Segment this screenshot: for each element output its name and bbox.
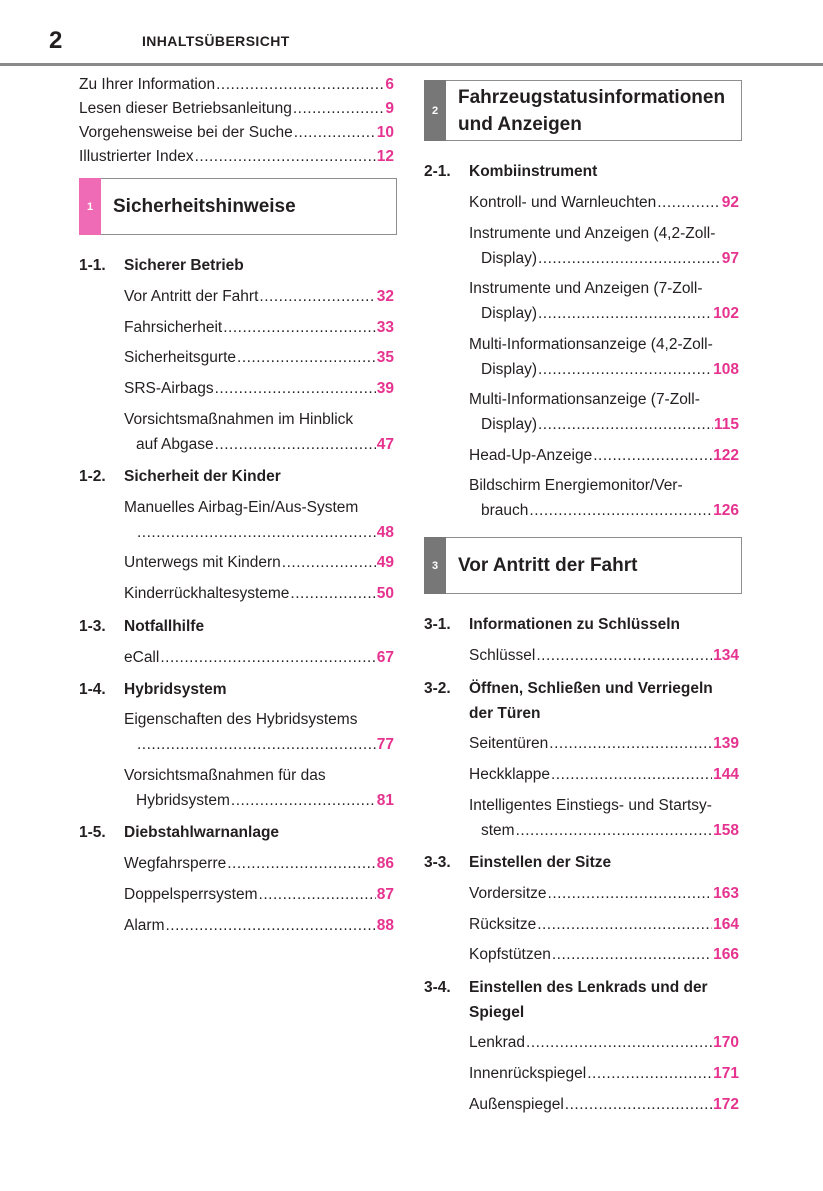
section-number: 1-1. (79, 257, 106, 274)
chapter-number-tab: 1 (79, 178, 101, 235)
toc-entry[interactable]: Kopfstützen ..... 166 (469, 945, 739, 965)
page-ref: 33 (376, 319, 394, 336)
page-ref: 126 (713, 502, 739, 519)
page-ref: 86 (376, 855, 394, 872)
section-title: Einstellen der Sitze (469, 854, 612, 871)
page-ref: 35 (376, 349, 394, 366)
page-ref: 170 (713, 1034, 739, 1051)
page-ref: 81 (376, 792, 394, 809)
toc-entry[interactable] (136, 735, 394, 755)
section-title: Sicherer Betrieb (124, 257, 244, 274)
toc-entry-line1[interactable]: Vorsichtsmaßnahmen im Hinblick (124, 411, 354, 428)
toc-entry-line1[interactable]: Manuelles Airbag-Ein/Aus-System (124, 499, 359, 516)
chapter-title-line1: Fahrzeugstatusinformationen (458, 87, 726, 108)
section-number: 3-4. (424, 979, 451, 996)
chapter-title: Sicherheitshinweise (113, 196, 296, 217)
section-number: 1-2. (79, 468, 106, 485)
section-title: Notfallhilfe (124, 618, 205, 635)
page-ref: 88 (376, 917, 394, 934)
page-ref: 171 (713, 1065, 739, 1082)
toc-entry[interactable]: Illustrierter Index ..... 12 (79, 147, 394, 167)
toc-entry[interactable]: Schlüssel ..... 134 (469, 646, 739, 666)
page-ref: 49 (376, 554, 394, 571)
page-ref: 6 (385, 76, 394, 93)
page-ref: 122 (713, 447, 739, 464)
page-ref: 164 (713, 916, 739, 933)
header-rule (0, 63, 823, 66)
toc-entry-line1[interactable]: Multi-Informationsanzeige (7-Zoll- (469, 391, 700, 408)
chapter-1-header (79, 178, 397, 235)
section-title: Öffnen, Schließen und Verriegeln (469, 680, 713, 697)
page-ref: 87 (376, 886, 394, 903)
toc-entry[interactable]: Vor Antritt der Fahrt ..... 32 (124, 287, 394, 307)
toc-entry[interactable]: Sicherheitsgurte ..... 35 (124, 348, 394, 368)
section-title: Kombiinstrument (469, 163, 598, 180)
section-title: Einstellen des Lenkrads und der (469, 979, 708, 996)
section-number: 3-3. (424, 854, 451, 871)
header-title: INHALTSÜBERSICHT (142, 33, 290, 49)
section-title-line2: der Türen (469, 705, 541, 722)
toc-entry[interactable]: Lenkrad ..... 170 (469, 1033, 739, 1053)
toc-entry[interactable]: Innenrückspiegel ..... 171 (469, 1064, 739, 1084)
section-number: 3-1. (424, 616, 451, 633)
toc-entry[interactable]: stem ..... 158 (481, 821, 739, 841)
page-ref: 172 (713, 1096, 739, 1113)
section-title: Informationen zu Schlüsseln (469, 616, 680, 633)
page-ref: 163 (713, 885, 739, 902)
section-number: 1-4. (79, 681, 106, 698)
chapter-number-tab: 2 (424, 80, 446, 141)
toc-entry[interactable]: Display) ..... 108 (481, 360, 739, 380)
section-title: Diebstahlwarnanlage (124, 824, 280, 841)
toc-entry[interactable]: Wegfahrsperre ..... 86 (124, 854, 394, 874)
page-ref: 92 (721, 194, 739, 211)
page-ref: 50 (376, 585, 394, 602)
page-ref: 77 (376, 736, 394, 753)
toc-entry-line1[interactable]: Intelligentes Einstiegs- und Startsy- (469, 797, 712, 814)
page-ref: 39 (376, 380, 394, 397)
chapter-title: Vor Antritt der Fahrt (458, 555, 638, 576)
section-title-line2: Spiegel (469, 1004, 525, 1021)
toc-entry[interactable]: Rücksitze ..... 164 (469, 915, 739, 935)
section-number: 1-3. (79, 618, 106, 635)
section-title: Hybridsystem (124, 681, 227, 698)
toc-entry[interactable]: Fahrsicherheit ..... 33 (124, 318, 394, 338)
page-ref: 158 (713, 822, 739, 839)
page-ref: 12 (376, 148, 394, 165)
toc-entry[interactable]: Heckklappe ..... 144 (469, 765, 739, 785)
chapter-title-line2: und Anzeigen (458, 114, 582, 135)
section-number: 3-2. (424, 680, 451, 697)
section-number: 1-5. (79, 824, 106, 841)
toc-entry-line1[interactable]: Bildschirm Energiemonitor/Ver- (469, 477, 683, 494)
chapter-2-header (424, 80, 742, 141)
section-title: Sicherheit der Kinder (124, 468, 281, 485)
toc-entry[interactable]: eCall ..... 67 (124, 648, 394, 668)
toc-entry[interactable]: Vordersitze ..... 163 (469, 884, 739, 904)
toc-entry[interactable]: Doppelsperrsystem ..... 87 (124, 885, 394, 905)
toc-entry[interactable]: brauch ..... 126 (481, 501, 739, 521)
toc-entry[interactable]: Lesen dieser Betriebsanleitung ..... 9 (79, 99, 394, 119)
toc-entry[interactable]: Unterwegs mit Kindern ..... 49 (124, 553, 394, 573)
toc-entry[interactable]: Kontroll- und Warnleuchten ..... 92 (469, 193, 739, 213)
section-number: 2-1. (424, 163, 451, 180)
page-ref: 48 (376, 524, 394, 541)
page-header (0, 0, 823, 66)
toc-entry[interactable]: Alarm ..... 88 (124, 916, 394, 936)
page-ref: 134 (713, 647, 739, 664)
page-ref: 10 (376, 124, 394, 141)
page-ref: 102 (713, 305, 739, 322)
toc-entry[interactable]: Display) ..... 115 (481, 415, 739, 435)
toc-entry-line1[interactable]: Instrumente und Anzeigen (7-Zoll- (469, 280, 703, 297)
toc-entry[interactable]: Zu Ihrer Information ..... 6 (79, 75, 394, 95)
page-ref: 97 (721, 250, 739, 267)
toc-entry[interactable]: auf Abgase ..... 47 (136, 435, 394, 455)
toc-entry[interactable]: SRS-Airbags ..... 39 (124, 379, 394, 399)
page-ref: 108 (713, 361, 739, 378)
page-ref: 144 (713, 766, 739, 783)
page-ref: 139 (713, 735, 739, 752)
toc-entry[interactable]: Display) ..... 97 (481, 249, 739, 269)
page-ref: 115 (713, 416, 739, 433)
toc-entry-line1[interactable]: Vorsichtsmaßnahmen für das (124, 767, 326, 784)
page-ref: 67 (376, 649, 394, 666)
toc-entry[interactable]: Seitentüren ..... 139 (469, 734, 739, 754)
toc-entry-line1[interactable]: Multi-Informationsanzeige (4,2-Zoll- (469, 336, 713, 353)
page-ref: 166 (713, 946, 739, 963)
page-ref: 9 (385, 100, 394, 117)
toc-entry[interactable]: Vorgehensweise bei der Suche ..... 10 (79, 123, 394, 143)
toc-entry[interactable]: Head-Up-Anzeige ..... 122 (469, 446, 739, 466)
toc-entry[interactable]: Außenspiegel ..... 172 (469, 1095, 739, 1115)
page-ref: 47 (376, 436, 394, 453)
toc-entry[interactable]: Display) ..... 102 (481, 304, 739, 324)
toc-entry-line1[interactable]: Instrumente und Anzeigen (4,2-Zoll- (469, 225, 716, 242)
toc-entry[interactable]: Kinderrückhaltesysteme ..... 50 (124, 584, 394, 604)
toc-entry[interactable]: Hybridsystem ..... 81 (136, 791, 394, 811)
toc-entry[interactable] (136, 523, 394, 543)
page-ref: 32 (376, 288, 394, 305)
toc-entry-line1[interactable]: Eigenschaften des Hybridsystems (124, 711, 358, 728)
chapter-3-header (424, 537, 742, 594)
chapter-number-tab: 3 (424, 537, 446, 594)
page-number: 2 (49, 27, 63, 54)
